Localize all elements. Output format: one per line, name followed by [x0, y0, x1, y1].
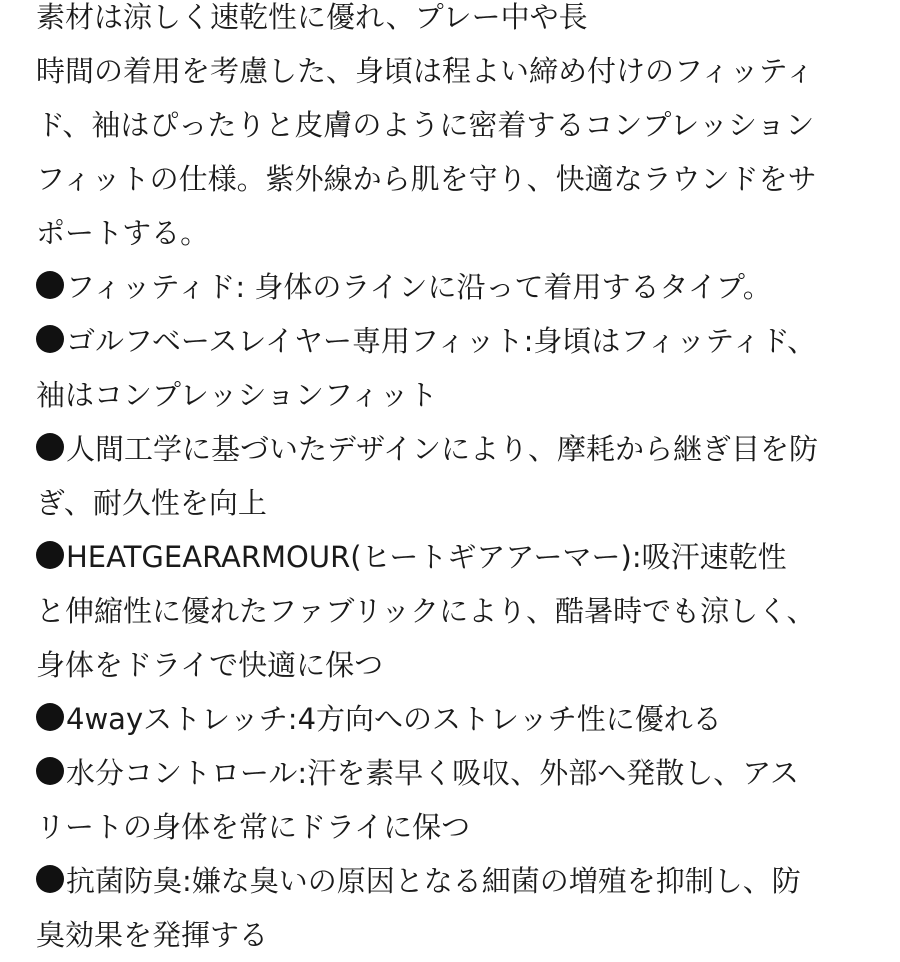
- feature-continuation-line: [36, 906, 876, 960]
- feature-text: 袖はコンプレッションフィット: [36, 378, 438, 412]
- feature-continuation-line: [36, 366, 876, 420]
- bullet-dot-icon: [36, 541, 64, 569]
- bullet-dot-icon: [36, 271, 64, 299]
- feature-text: フィッティド: 身体のラインに沿って着用するタイプ。: [66, 270, 772, 304]
- feature-text: ぎ、耐久性を向上: [36, 486, 267, 520]
- feature-item-golf-baselayer-fit: [36, 312, 876, 366]
- description-line: [36, 0, 876, 42]
- feature-continuation-line: [36, 474, 876, 528]
- feature-text: ゴルフベースレイヤー専用フィット:身頃はフィッティド、: [66, 324, 817, 358]
- bullet-dot-icon: [36, 703, 64, 731]
- bullet-dot-icon: [36, 433, 64, 461]
- feature-text: 4wayストレッチ:4方向へのストレッチ性に優れる: [66, 702, 722, 736]
- feature-text: 抗菌防臭:嫌な臭いの原因となる細菌の増殖を抑制し、防: [66, 864, 801, 898]
- feature-item-fitted: [36, 258, 876, 312]
- feature-text: 人間工学に基づいたデザインにより、摩耗から継ぎ目を防: [66, 432, 818, 466]
- feature-text: 水分コントロール:汗を素早く吸収、外部へ発散し、アス: [66, 756, 800, 790]
- feature-continuation-line: [36, 582, 876, 636]
- description-line: [36, 150, 876, 204]
- description-line: [36, 42, 876, 96]
- description-text: 素材は涼しく速乾性に優れ、プレー中や長: [36, 0, 588, 34]
- feature-continuation-line: [36, 636, 876, 690]
- feature-text: リートの身体を常にドライに保つ: [36, 810, 471, 844]
- feature-text: HEATGEARARMOUR(ヒートギアアーマー):吸汗速乾性: [66, 540, 787, 574]
- description-text: ド、袖はぴったりと皮膚のように密着するコンプレッション: [36, 108, 815, 142]
- feature-item-antibacterial-deodorant: [36, 852, 876, 906]
- bullet-dot-icon: [36, 325, 64, 353]
- product-description-content: [36, 0, 876, 960]
- feature-item-heatgear-armour: [36, 528, 876, 582]
- feature-continuation-line: [36, 798, 876, 852]
- feature-item-ergonomic-design: [36, 420, 876, 474]
- bullet-dot-icon: [36, 865, 64, 893]
- feature-item-4way-stretch: [36, 690, 876, 744]
- description-text: 時間の着用を考慮した、身頃は程よい締め付けのフィッティ: [36, 54, 815, 88]
- feature-text: 臭効果を発揮する: [36, 918, 269, 952]
- description-text: ポートする。: [36, 216, 210, 250]
- feature-item-moisture-control: [36, 744, 876, 798]
- description-line: [36, 204, 876, 258]
- description-line: [36, 96, 876, 150]
- bullet-dot-icon: [36, 757, 64, 785]
- description-text: フィットの仕様。紫外線から肌を守り、快適なラウンドをサ: [36, 162, 817, 196]
- feature-text: 身体をドライで快適に保つ: [36, 648, 384, 682]
- feature-text: と伸縮性に優れたファブリックにより、酷暑時でも涼しく、: [36, 594, 816, 628]
